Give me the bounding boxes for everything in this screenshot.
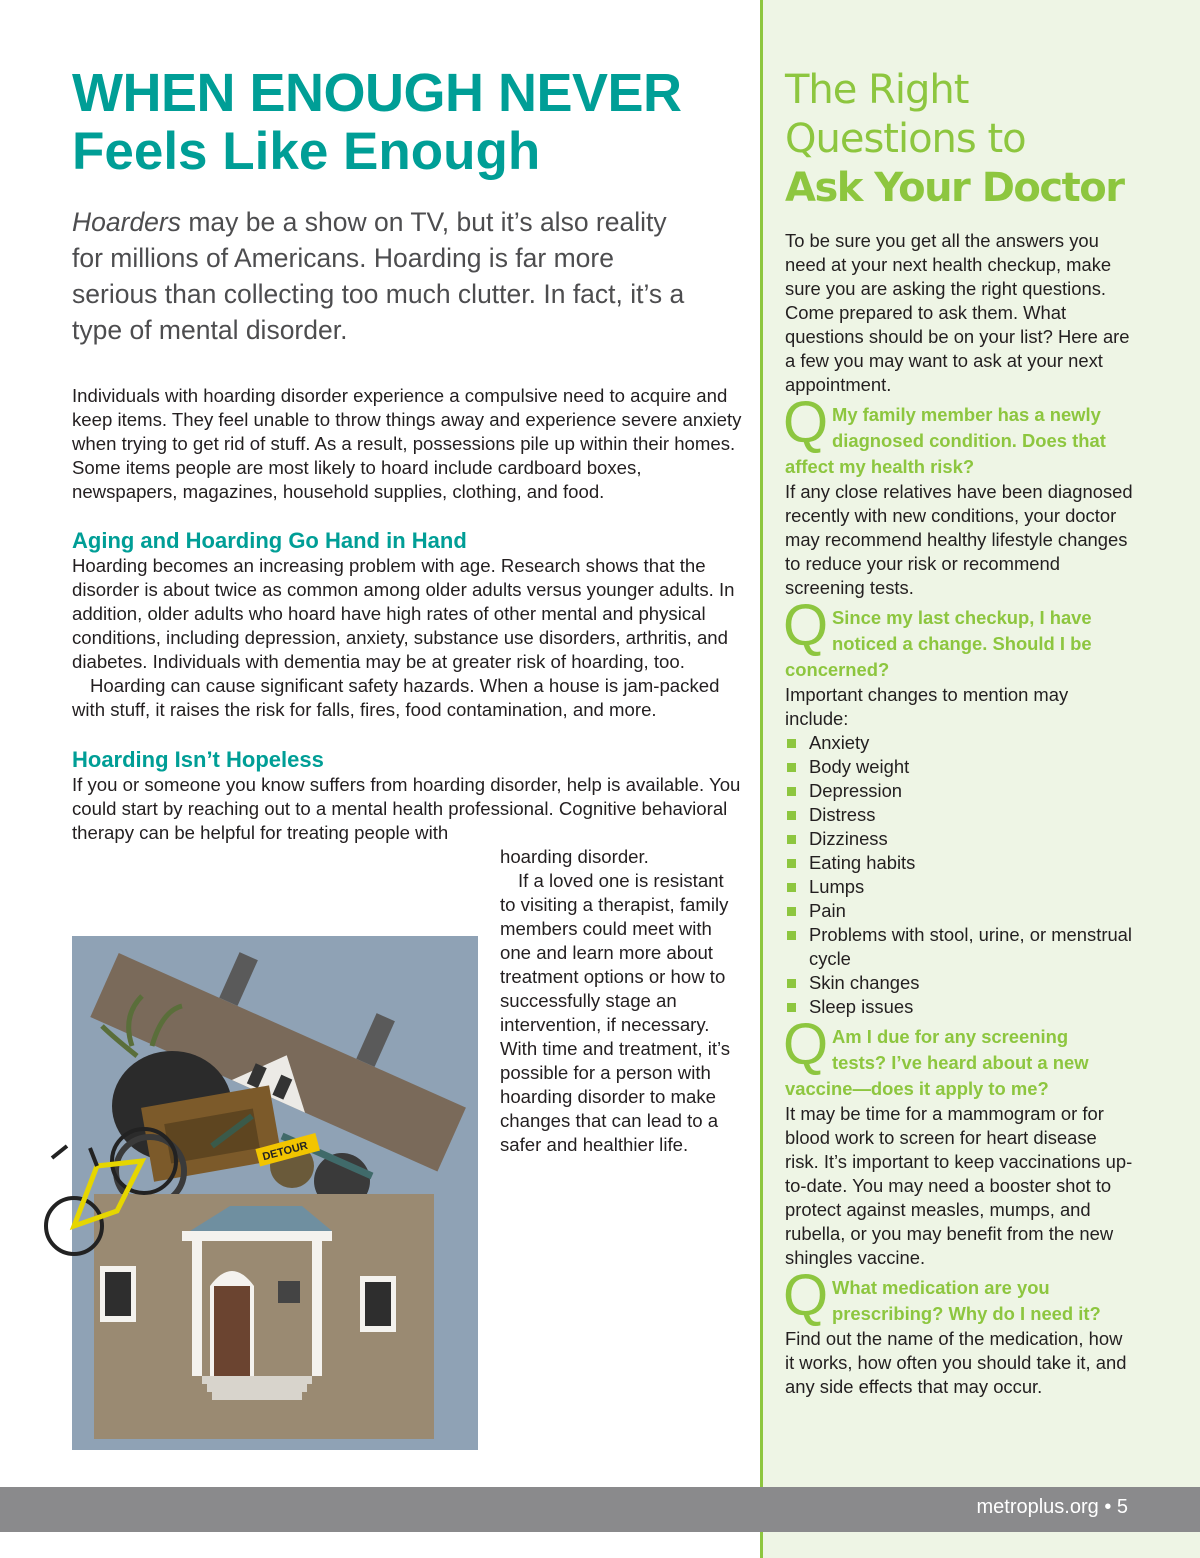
answer-4: Find out the name of the medication, how it works, how often you should take it, and any side effects that may occur.	[785, 1328, 1127, 1397]
house	[94, 1194, 434, 1439]
paragraph-4: If you or someone you know suffers from hoarding disorder, help is available. You could start by reaching out to a mental health professional. Cognitive behavioral therapy can be helpful for treating people with	[72, 774, 741, 843]
article-subtitle: Feels Like Enough	[72, 122, 541, 181]
question-3	[783, 1012, 1135, 1270]
paragraph-2: Hoarding becomes an increasing problem with age. Research shows that the disorder is about twice as common among older adults versus younger adults. In addition, older adults who hoard have high rates of other mental and physical conditions, including depression, anxiety, substance use disorders, arthritis, and diabetes. Individuals with dementia may be at greater risk of hoarding, too.	[72, 555, 735, 672]
intro-show-name: Hoarders	[72, 207, 181, 237]
footer-site-page: metroplus.org • 5	[976, 1496, 1128, 1518]
paragraph-4-continued: hoarding disorder.	[500, 846, 649, 867]
sidebar-title-line-3: Ask Your Doctor	[785, 165, 1124, 211]
list-item: Lumps	[785, 875, 1135, 899]
paragraph-1: Individuals with hoarding disorder experience a compulsive need to acquire and keep items. They feel unable to throw things away and experience severe anxiety when trying to get rid of stuff. As a result, possessions pile up within their homes. Some items people are most likely to hoard include cardboard boxes, newspapers, magazines, household supplies, clothing, and food.	[72, 385, 742, 502]
q-icon: Q	[783, 1263, 829, 1328]
sidebar-title-line-1: The Right	[785, 67, 969, 113]
question-4-heading: Q What medication are you prescribing? Why do I need it?	[783, 1263, 1101, 1328]
question-2	[783, 593, 1135, 1019]
sidebar-content	[785, 66, 1135, 1399]
list-item: Dizziness	[785, 827, 1135, 851]
answer-1: If any close relatives have been diagnosed recently with new conditions, your doctor may recommend healthy lifestyle changes to reduce your risk or recommend screening tests.	[785, 481, 1133, 598]
paragraph-3: Hoarding can cause significant safety hazards. When a house is jam-packed with stuff, it raises the risk for falls, fires, food contamination, and more.	[72, 675, 720, 720]
question-3-heading: Q Am I due for any screening tests? I’ve heard about a new vaccine—does it apply to me?	[783, 1012, 1089, 1099]
list-item: Depression	[785, 779, 1135, 803]
footer-bar	[0, 1487, 1200, 1532]
intro-text: may be a show on TV, but it’s also reality for millions of Americans. Hoarding is far more serious than collecting too much clutter. In fact, it’s a type of mental disorder.	[72, 207, 685, 345]
list-item: Problems with stool, urine, or menstrual cycle	[785, 923, 1135, 971]
q-icon: Q	[783, 390, 829, 455]
q-icon: Q	[783, 593, 829, 658]
list-item: Skin changes	[785, 971, 1135, 995]
article-title: WHEN ENOUGH NEVER	[72, 63, 682, 123]
answer-3: It may be time for a mammogram or for blood work to screen for heart disease risk. It’s important to keep vaccinations up-to-date. You may need a booster shot to protect against measles, mumps, and rubella, or you may benefit from the new shingles vaccine.	[785, 1103, 1133, 1268]
answer-2: Important changes to mention may include:	[785, 684, 1069, 729]
question-2-heading: Q Since my last checkup, I have noticed a change. Should I be concerned?	[783, 593, 1092, 680]
question-4	[783, 1263, 1135, 1399]
q-icon: Q	[783, 1012, 829, 1077]
list-item: Body weight	[785, 755, 1135, 779]
sidebar	[760, 0, 1200, 1558]
question-1-heading: Q My family member has a newly diagnosed condition. Does that affect my health risk?	[783, 390, 1106, 477]
list-item: Anxiety	[785, 731, 1135, 755]
changes-list	[785, 731, 1135, 1019]
wrapped-column	[500, 845, 740, 1157]
list-item: Sleep issues	[785, 995, 1135, 1019]
subhead-hopeless: Hoarding Isn’t Hopeless	[72, 747, 324, 772]
hoarding-house-illustration	[42, 936, 480, 1452]
paragraph-5: If a loved one is resistant to visiting a therapist, family members could meet with one and learn more about treatment options or how to successfully stage an intervention, if necessary. With time and treatment, it’s possible for a person with hoarding disorder to make changes that can lead to a safer and healthier life.	[500, 870, 731, 1155]
article-intro	[72, 204, 692, 348]
detour-sign-text: DETOUR	[261, 1139, 310, 1164]
list-item: Pain	[785, 899, 1135, 923]
sidebar-title-line-2: Questions to	[785, 116, 1026, 162]
question-1	[783, 390, 1135, 600]
sidebar-intro: To be sure you get all the answers you need at your next health checkup, make sure you are asking the right questions. Come prepared to ask them. What questions should be on your list? Here are a few you may want to ask at your next appointment.	[785, 230, 1130, 395]
list-item: Distress	[785, 803, 1135, 827]
subhead-aging: Aging and Hoarding Go Hand in Hand	[72, 528, 467, 553]
list-item: Eating habits	[785, 851, 1135, 875]
